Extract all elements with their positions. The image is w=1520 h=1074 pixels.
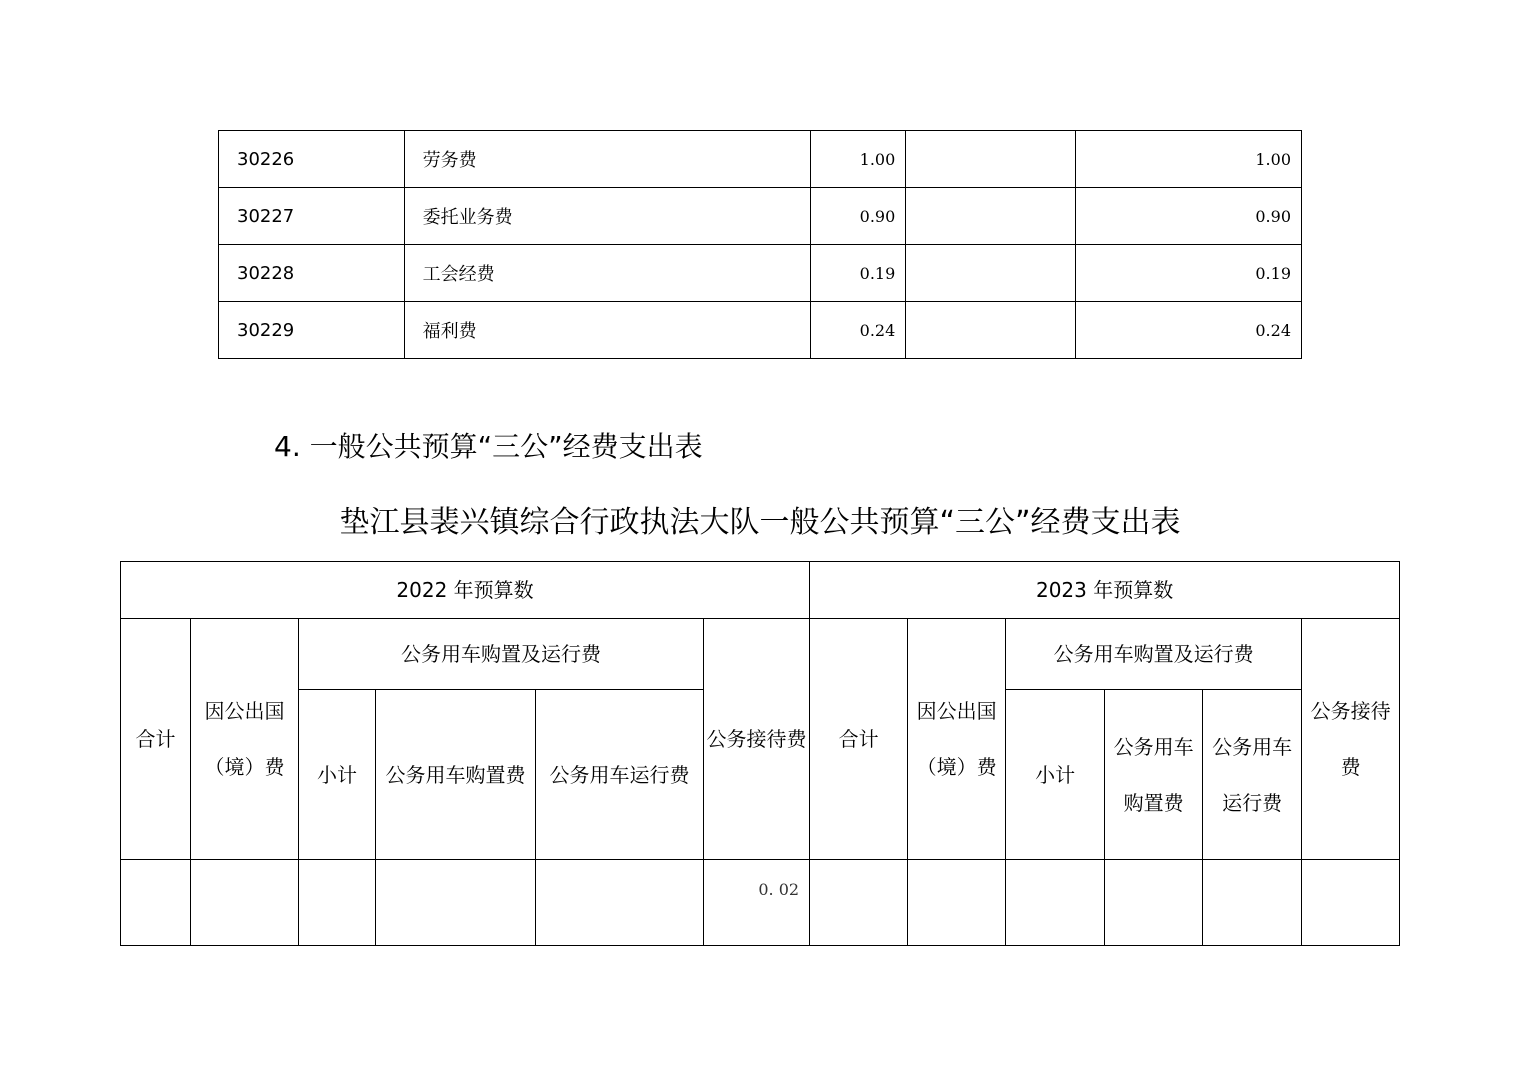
year-2022-header: 2022 年预算数 (121, 562, 810, 619)
item-name: 工会经费 (404, 245, 810, 302)
car-buy-header: 公务用车购置费 (1105, 690, 1203, 860)
car-run-header: 公务用车运行费 (536, 690, 704, 860)
item-value: 1.00 (810, 131, 905, 188)
value-cell (121, 860, 191, 946)
table-title: 垫江县裴兴镇综合行政执法大队一般公共预算“三公”经费支出表 (339, 505, 1181, 540)
item-name: 劳务费 (404, 131, 810, 188)
item-value: 0.90 (810, 188, 905, 245)
item-value (906, 302, 1076, 359)
car-buy-header: 公务用车购置费 (376, 690, 536, 860)
item-value: 0.24 (810, 302, 905, 359)
table-row (219, 245, 1302, 302)
item-code: 30228 (219, 245, 405, 302)
item-code: 30229 (219, 302, 405, 359)
value-cell (191, 860, 299, 946)
abroad-header: 因公出国（境）费 (191, 619, 299, 860)
car-group-header: 公务用车购置及运行费 (299, 619, 704, 690)
table-row (121, 860, 1400, 946)
item-value: 0.90 (1076, 188, 1302, 245)
table-row (219, 188, 1302, 245)
value-cell (299, 860, 376, 946)
total-header: 合计 (810, 619, 908, 860)
total-header: 合计 (121, 619, 191, 860)
value-cell (1006, 860, 1105, 946)
sangong-expense-table (120, 561, 1400, 946)
reception-header: 公务接待费 (1302, 619, 1400, 860)
table-row (219, 131, 1302, 188)
item-value (906, 188, 1076, 245)
value-cell (1105, 860, 1203, 946)
item-code: 30227 (219, 188, 405, 245)
value-cell (536, 860, 704, 946)
section-heading: 4. 一般公共预算“三公”经费支出表 (274, 430, 703, 463)
expense-detail-table (218, 130, 1302, 359)
reception-header: 公务接待费 (704, 619, 810, 860)
value-cell (1302, 860, 1400, 946)
value-cell (908, 860, 1006, 946)
value-cell (376, 860, 536, 946)
value-cell (810, 860, 908, 946)
subtotal-header: 小计 (1006, 690, 1105, 860)
item-value: 1.00 (1076, 131, 1302, 188)
car-group-header: 公务用车购置及运行费 (1006, 619, 1302, 690)
table-row (219, 302, 1302, 359)
item-value: 0.24 (1076, 302, 1302, 359)
item-value (906, 131, 1076, 188)
car-run-header: 公务用车运行费 (1203, 690, 1302, 860)
item-value: 0.19 (810, 245, 905, 302)
item-code: 30226 (219, 131, 405, 188)
abroad-header: 因公出国（境）费 (908, 619, 1006, 860)
item-name: 福利费 (404, 302, 810, 359)
value-cell (1203, 860, 1302, 946)
value-cell: 0. 02 (704, 860, 810, 946)
item-value: 0.19 (1076, 245, 1302, 302)
year-2023-header: 2023 年预算数 (810, 562, 1400, 619)
item-name: 委托业务费 (404, 188, 810, 245)
subtotal-header: 小计 (299, 690, 376, 860)
item-value (906, 245, 1076, 302)
